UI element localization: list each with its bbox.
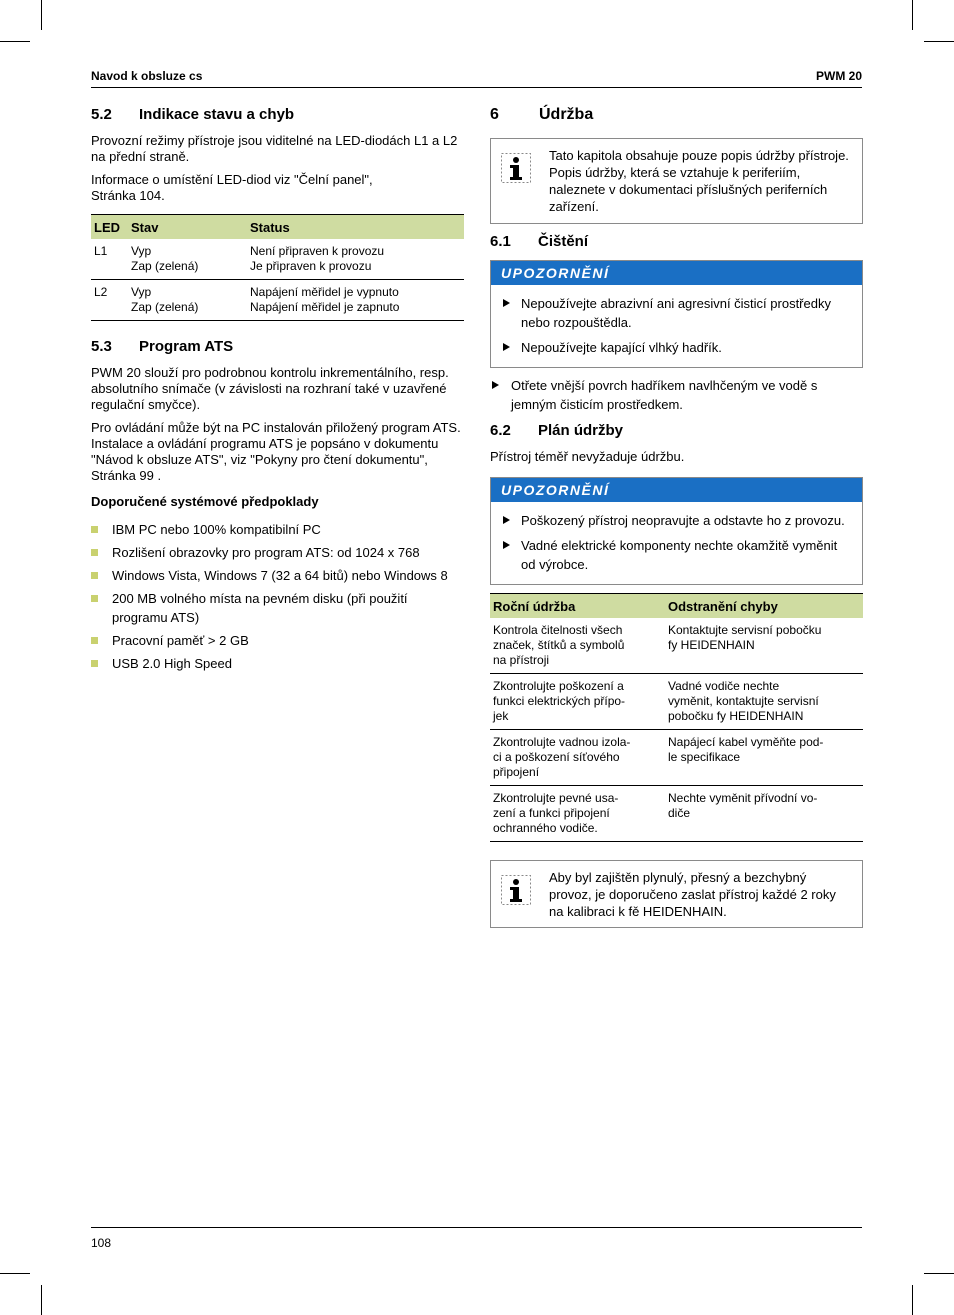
bullet-square-icon xyxy=(91,660,98,667)
chapter-heading-6 xyxy=(490,106,863,124)
bullet-square-icon xyxy=(91,572,98,579)
led-status-table xyxy=(91,214,464,321)
cell-line: Zkontrolujte poškození a xyxy=(493,679,624,693)
table-header: Stav xyxy=(128,215,247,240)
table-cell xyxy=(490,674,665,730)
info-icon xyxy=(501,147,549,213)
section-number: 6.1 xyxy=(490,233,511,250)
list-item xyxy=(91,654,464,673)
section-title: Indikace stavu a chyb xyxy=(139,106,295,123)
cell-line: vyměnit, kontaktujte servisní xyxy=(668,694,819,708)
page-footer xyxy=(91,1227,862,1250)
table-row xyxy=(490,730,863,786)
warning-item-text: Nepoužívejte abrazivní ani agresivní čisticí prostředky nebo rozpouštědla. xyxy=(521,296,831,330)
bullet-square-icon xyxy=(91,549,98,556)
table-row xyxy=(490,618,863,674)
cell-line: zení a funkci připojení xyxy=(493,806,610,820)
bullet-square-icon xyxy=(91,526,98,533)
cell-line: Napájení měřidel je vypnuto xyxy=(250,285,399,299)
list-item xyxy=(91,520,464,539)
section-number: 5.2 xyxy=(91,106,112,123)
info-note xyxy=(490,860,863,928)
arrow-right-icon xyxy=(503,343,510,351)
cell-line: Vyp xyxy=(131,285,152,299)
page-number: 108 xyxy=(91,1236,112,1250)
arrow-right-icon xyxy=(492,381,499,389)
page-header xyxy=(91,69,862,88)
arrow-right-icon xyxy=(503,516,510,524)
crop-mark xyxy=(912,1285,913,1315)
crop-mark xyxy=(41,1285,42,1315)
right-column xyxy=(490,106,863,928)
cell-line: fy HEIDENHAIN xyxy=(668,638,755,652)
cell-line: Nechte vyměnit přívodní vo- xyxy=(668,791,818,805)
cell-line: Není připraven k provozu xyxy=(250,244,385,258)
cell-line: Vyp xyxy=(131,244,152,258)
arrow-right-icon xyxy=(503,299,510,307)
section-number: 5.3 xyxy=(91,338,112,355)
section-title: Program ATS xyxy=(139,338,234,355)
table-cell xyxy=(665,786,863,842)
cell-line: diče xyxy=(668,806,691,820)
table-row xyxy=(91,280,464,321)
cell-line: ochranného vodiče. xyxy=(493,821,598,835)
header-manual-title: Navod k obsluze cs xyxy=(91,69,203,83)
cell-line: Zap (zelená) xyxy=(131,259,199,273)
info-note xyxy=(490,138,863,224)
list-item xyxy=(91,566,464,585)
crop-mark xyxy=(0,41,30,42)
warning-title: UPOZORNĚNÍ xyxy=(491,478,862,502)
cell-line: na přístroji xyxy=(493,653,550,667)
cell-line: připojení xyxy=(493,765,540,779)
table-header: Status xyxy=(247,215,464,240)
cell-line: pobočku fy HEIDENHAIN xyxy=(668,709,804,723)
table-cell xyxy=(665,730,863,786)
cell-line: Kontrola čitelnosti všech xyxy=(493,623,623,637)
section-title: Plán údržby xyxy=(538,422,624,439)
cell-line: Napájení měřidel je zapnuto xyxy=(250,300,400,314)
warning-item xyxy=(501,511,852,530)
cell-line: funkci elektrických přípo- xyxy=(493,694,626,708)
table-header: Roční údržba xyxy=(490,594,665,619)
warning-item-text: Poškozený přístroj neopravujte a odstavte ho z provozu. xyxy=(521,513,845,528)
section-number: 6 xyxy=(490,106,499,123)
section-heading-6-1 xyxy=(490,233,863,250)
crop-mark xyxy=(924,41,954,42)
requirements-title: Doporučené systémové předpoklady xyxy=(91,494,319,509)
table-cell xyxy=(490,618,665,674)
list-item-text: USB 2.0 High Speed xyxy=(112,656,232,671)
list-item xyxy=(91,589,464,627)
paragraph xyxy=(91,172,464,204)
table-cell xyxy=(247,280,464,321)
section-heading-6-2 xyxy=(490,422,863,439)
warning-item xyxy=(501,338,852,357)
table-cell xyxy=(490,786,665,842)
warning-title: UPOZORNĚNÍ xyxy=(491,261,862,285)
info-text: Aby byl zajištěn plynulý, přesný a bezchybný provoz, je doporučeno zaslat přístroj každé 2 roky na kalibraci k fě HEIDENHAIN. xyxy=(549,870,836,919)
section-title: Údržba xyxy=(539,106,594,123)
requirements-list xyxy=(91,520,464,673)
table-header: LED xyxy=(91,215,128,240)
warning-box xyxy=(490,477,863,585)
maintenance-table xyxy=(490,593,863,842)
table-header: Odstranění chyby xyxy=(665,594,863,619)
table-cell xyxy=(665,618,863,674)
crop-mark xyxy=(41,0,42,30)
crop-mark xyxy=(912,0,913,30)
cell-line: Napájecí kabel vyměňte pod- xyxy=(668,735,824,749)
paragraph: PWM 20 slouží pro podrobnou kontrolu inkrementálního, resp. absolutního snímače (v závislosti na rozhraní také v uzavřené regulační smyčce). xyxy=(91,365,449,412)
cell-line: jek xyxy=(493,709,509,723)
crop-mark xyxy=(924,1273,954,1274)
table-row xyxy=(490,674,863,730)
paragraph-line: Informace o umístění LED-diod viz "Čelní panel", xyxy=(91,172,373,187)
header-product: PWM 20 xyxy=(815,69,862,83)
list-item-text: Pracovní paměť > 2 GB xyxy=(112,633,249,648)
warning-item-text: Vadné elektrické komponenty nechte okamžitě vyměnit od výrobce. xyxy=(521,538,838,572)
cell-line: ci a poškození síťového xyxy=(493,750,620,764)
left-column xyxy=(91,106,464,677)
info-text: Tato kapitola obsahuje pouze popis údržby přístroje. Popis údržby, která se vztahuje k periferiím, naleznete v dokumentaci příslušných periferních zařízení. xyxy=(549,148,849,214)
warning-item xyxy=(501,536,852,574)
section-heading-5-3 xyxy=(91,338,464,355)
cell-line: Je připraven k provozu xyxy=(250,259,372,273)
cell-line: Kontaktujte servisní pobočku xyxy=(668,623,822,637)
section-number: 6.2 xyxy=(490,422,511,439)
section-title: Čištění xyxy=(538,233,589,250)
warning-list xyxy=(491,502,862,584)
paragraph: Přístroj téměř nevyžaduje údržbu. xyxy=(490,449,685,464)
paragraph-line: Stránka 104. xyxy=(91,188,165,203)
cell-line: značek, štítků a symbolů xyxy=(493,638,625,652)
cell-line: Zap (zelená) xyxy=(131,300,199,314)
cell-line: le specifikace xyxy=(668,750,741,764)
warning-list xyxy=(491,285,862,367)
table-cell xyxy=(128,280,247,321)
warning-item-text: Nepoužívejte kapající vlhký hadřík. xyxy=(521,340,722,355)
section-heading-5-2 xyxy=(91,106,464,123)
list-item-text: IBM PC nebo 100% kompatibilní PC xyxy=(112,522,321,537)
table-cell xyxy=(665,674,863,730)
step-item xyxy=(490,376,863,414)
list-item xyxy=(91,543,464,562)
step-item-text: Otřete vnější povrch hadříkem navlhčeným ve vodě s jemným čisticím prostředkem. xyxy=(511,378,818,412)
list-item xyxy=(91,631,464,650)
list-item-text: Rozlišení obrazovky pro program ATS: od 1024 x 768 xyxy=(112,545,420,560)
list-item-text: 200 MB volného místa na pevném disku (při použití programu ATS) xyxy=(112,591,408,625)
crop-mark xyxy=(0,1273,30,1274)
info-icon xyxy=(501,869,549,917)
bullet-square-icon xyxy=(91,595,98,602)
table-cell: L1 xyxy=(91,239,128,280)
list-item-text: Windows Vista, Windows 7 (32 a 64 bitů) nebo Windows 8 xyxy=(112,568,448,583)
cell-line: Vadné vodiče nechte xyxy=(668,679,780,693)
cell-line: Zkontrolujte vadnou izola- xyxy=(493,735,631,749)
paragraph: Provozní režimy přístroje jsou viditelné na LED-diodách L1 a L2 na přední straně. xyxy=(91,133,458,164)
step-list xyxy=(490,376,863,414)
cell-line: Zkontrolujte pevné usa- xyxy=(493,791,619,805)
table-row xyxy=(91,239,464,280)
table-cell xyxy=(247,239,464,280)
table-cell xyxy=(490,730,665,786)
table-row xyxy=(490,786,863,842)
warning-item xyxy=(501,294,852,332)
table-cell xyxy=(128,239,247,280)
bullet-square-icon xyxy=(91,637,98,644)
paragraph: Pro ovládání může být na PC instalován přiložený program ATS. Instalace a ovládání programu ATS je popsáno v dokumentu "Návod k obsluze ATS", viz "Pokyny pro čtení dokumentu", Stránka 99 . xyxy=(91,420,461,483)
warning-box xyxy=(490,260,863,368)
arrow-right-icon xyxy=(503,541,510,549)
table-cell: L2 xyxy=(91,280,128,321)
